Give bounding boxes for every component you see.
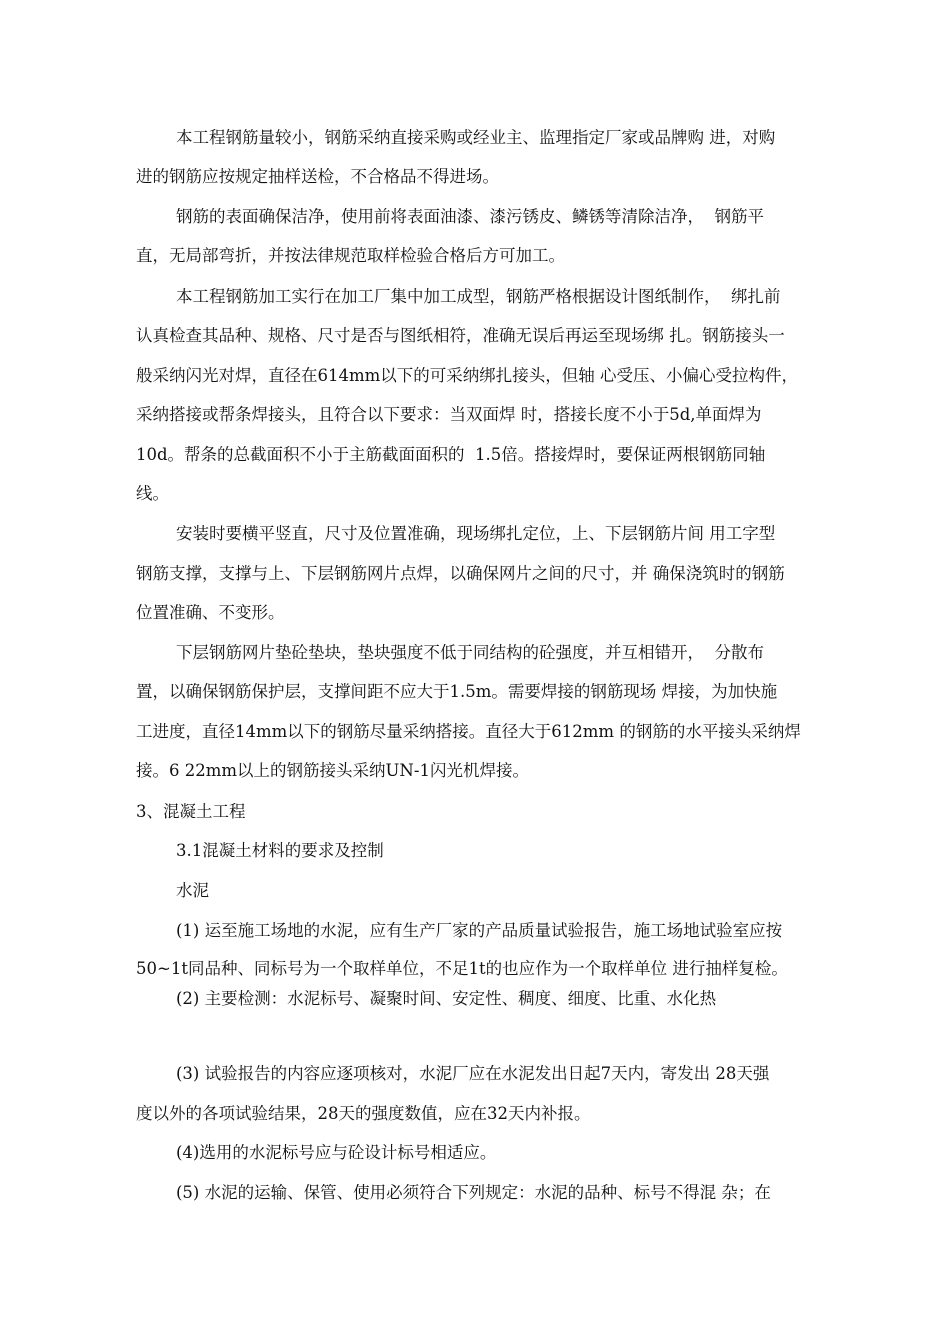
text-line: 50~1t同品种、同标号为一个取样单位，不足1t的也应作为一个取样单位 进行抽样复检。 (136, 959, 788, 978)
text-line: (2) 主要检测：水泥标号、凝聚时间、安定性、稠度、细度、比重、水化热 (176, 989, 717, 1008)
text-line: 本工程钢筋量较小，钢筋采纳直接采购或经业主、监理指定厂家或品牌购 进，对购 (176, 128, 776, 147)
text-line: 认真检查其品种、规格、尺寸是否与图纸相符，准确无误后再运至现场绑 扎。钢筋接头一 (136, 326, 785, 345)
text-line: 直，无局部弯折，并按法律规范取样检验合格后方可加工。 (136, 246, 565, 265)
subheading: 水泥 (176, 881, 209, 900)
text-line: (3) 试验报告的内容应逐项核对，水泥厂应在水泥发出日起7天内，寄发出 28天强 (176, 1064, 770, 1083)
text-line: 位置准确、不变形。 (136, 603, 285, 622)
text-line: 安装时要横平竖直，尺寸及位置准确，现场绑扎定位，上、下层钢筋片间 用工字型 (176, 524, 776, 543)
text-line: 置，以确保钢筋保护层，支撑间距不应大于1.5m。需要焊接的钢筋现场 焊接，为加快施 (136, 682, 778, 701)
text-line: 接。6 22mm以上的钢筋接头采纳UN-1闪光机焊接。 (136, 761, 529, 780)
text-line: 进的钢筋应按规定抽样送检，不合格品不得进场。 (136, 167, 499, 186)
text-line: 采纳搭接或帮条焊接头，且符合以下要求：当双面焊 时，搭接长度不小于5d,单面焊为 (136, 405, 762, 424)
subsection-heading: 3.1混凝土材料的要求及控制 (176, 841, 384, 860)
text-line: 般采纳闪光对焊，直径在614mm以下的可采纳绑扎接头，但轴 心受压、小偏心受拉构件， (136, 366, 799, 385)
text-line: (1) 运至施工场地的水泥，应有生产厂家的产品质量试验报告，施工场地试验室应按 (176, 921, 783, 940)
text-line: 本工程钢筋加工实行在加工厂集中加工成型，钢筋严格根据设计图纸制作， 绑扎前 (176, 287, 781, 306)
text-line: 钢筋支撑，支撑与上、下层钢筋网片点焊，以确保网片之间的尺寸，并 确保浇筑时的钢筋 (136, 564, 785, 583)
text-line: 10d。帮条的总截面积不小于主筋截面面积的 1.5倍。搭接焊时，要保证两根钢筋同轴 (136, 445, 766, 464)
text-line: (4)选用的水泥标号应与砼设计标号相适应。 (176, 1143, 497, 1162)
text-line: 度以外的各项试验结果，28天的强度数值，应在32天内补报。 (136, 1104, 591, 1123)
text-line: 工进度，直径14mm以下的钢筋尽量采纳搭接。直径大于612mm 的钢筋的水平接头采纳焊 (136, 722, 801, 741)
text-line: 下层钢筋网片垫砼垫块，垫块强度不低于同结构的砼强度，并互相错开， 分散布 (176, 643, 764, 662)
text-line: 线。 (136, 484, 169, 503)
section-heading: 3、混凝土工程 (136, 802, 246, 821)
text-line: (5) 水泥的运输、保管、使用必须符合下列规定：水泥的品种、标号不得混 杂；在 (176, 1183, 771, 1202)
text-line: 钢筋的表面确保洁净，使用前将表面油漆、漆污锈皮、鳞锈等清除洁净， 钢筋平 (176, 207, 764, 226)
